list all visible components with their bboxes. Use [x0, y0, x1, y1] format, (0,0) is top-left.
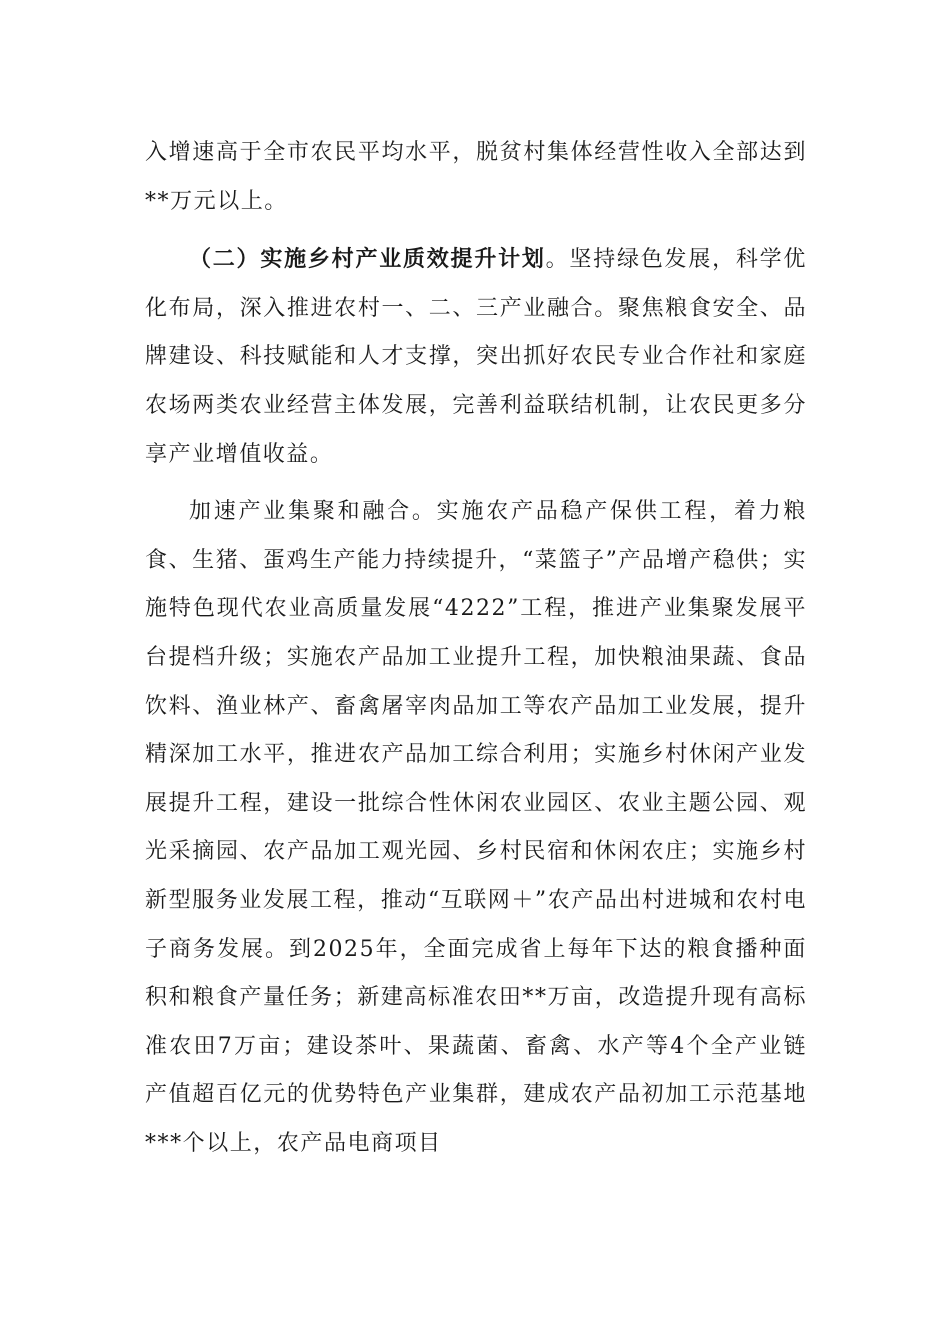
paragraph-continuation — [145, 129, 807, 226]
paragraph-text: 入增速高于全市农民平均水平，脱贫村集体经营性收入全部达到**万元以上。 — [145, 140, 807, 214]
document-page — [145, 129, 807, 1168]
section-heading: （二）实施乡村产业质效提升计划 — [189, 246, 546, 273]
paragraph-gap — [145, 226, 807, 235]
paragraph-industry-integration — [145, 488, 807, 1168]
paragraph-text: 加速产业集聚和融合。实施农产品稳产保供工程，着力粮食、生猪、蛋鸡生产能力持续提升，“菜篮子”产品增产稳供；实施特色现代农业高质量发展“4222”工程，推进产业集聚发展平台提档升级；实施农产品加工业提升工程，加快粮油果蔬、食品饮料、渔业林产、畜禽屠宰肉品加工等农产品加工业发展，提升精深加工水平，推进农产品加工综合利用；实施乡村休闲产业发展提升工程，建设一批综合性休闲农业园区、农业主题公园、观光采摘园、农产品加工观光园、乡村民宿和休闲农庄；实施乡村新型服务业发展工程，推动“互联网＋”农产品出村进城和农村电子商务发展。到2025年，全面完成省上每年下达的粮食播种面积和粮食产量任务；新建高标准农田**万亩，改造提升现有高标准农田7万亩；建设茶叶、果蔬菌、畜禽、水产等4个全产业链产值超百亿元的优势特色产业集群，建成农产品初加工示范基地***个以上，农产品电商项目 — [145, 499, 807, 1156]
paragraph-section-two — [145, 235, 807, 479]
paragraph-gap — [145, 479, 807, 488]
paragraph-text: 。坚持绿色发展，科学优化布局，深入推进农村一、二、三产业融合。聚焦粮食安全、品牌建设、科技赋能和人才支撑，突出抓好农民专业合作社和家庭农场两类农业经营主体发展，完善利益联结机制，让农民更多分享产业增值收益。 — [145, 247, 807, 467]
